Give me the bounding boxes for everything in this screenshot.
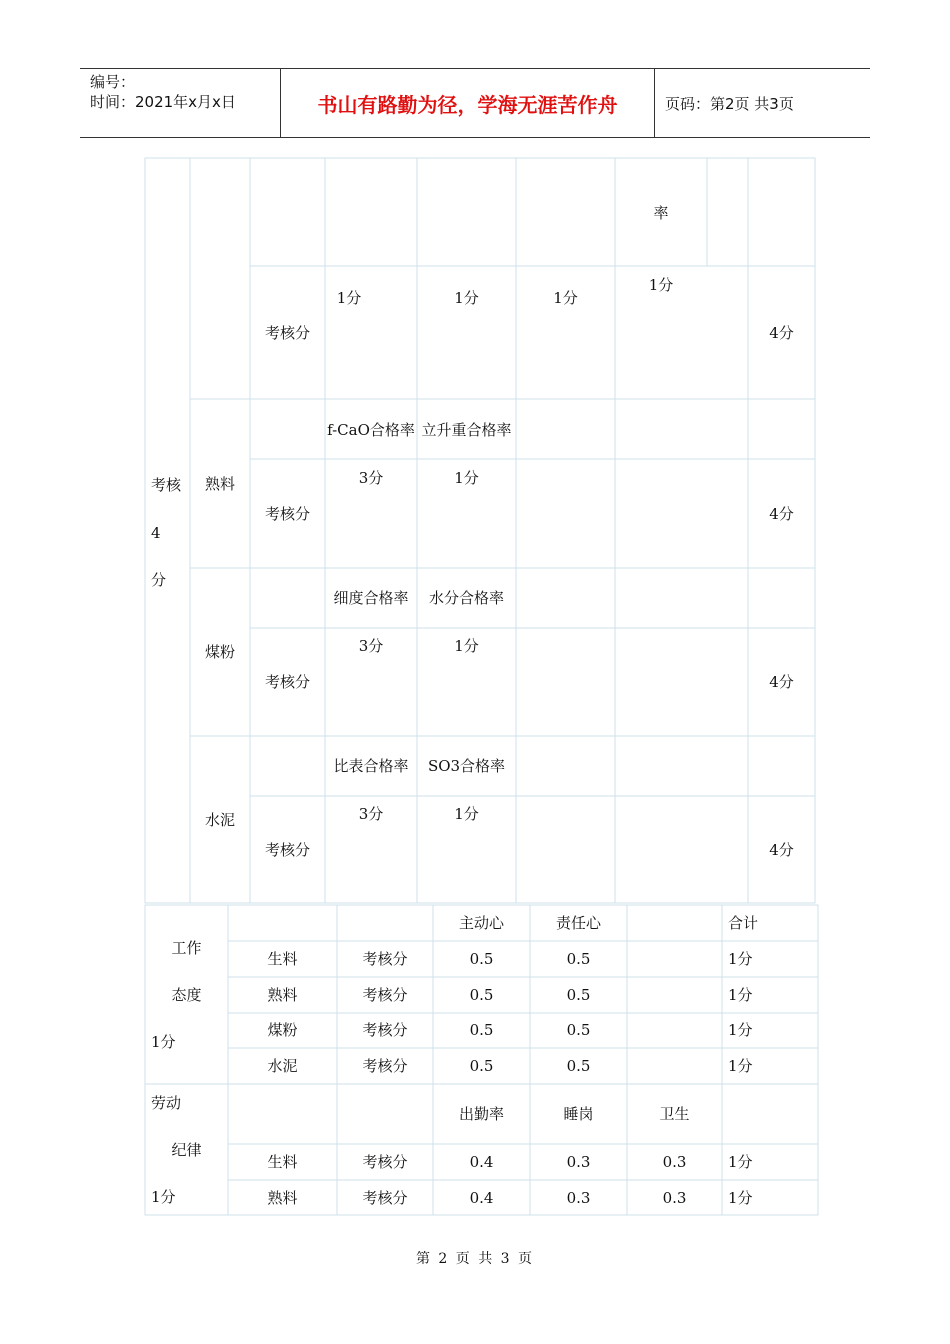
table-cell: 0.5 (566, 950, 591, 968)
score-cell: 1分 (648, 276, 674, 294)
table-cell: 0.3 (662, 1189, 687, 1207)
score-cell: 1分 (553, 289, 578, 307)
discipline-label: 纪律 (171, 1141, 202, 1159)
total-cell: 4分 (769, 324, 794, 342)
table-cell: 0.5 (566, 986, 591, 1004)
table-cell: 0.5 (566, 1021, 591, 1039)
item-cell: 比表合格率 (333, 757, 409, 775)
attitude-label: 1分 (151, 1033, 176, 1051)
column-header: 主动心 (458, 914, 504, 932)
table-cell: 1分 (728, 1057, 753, 1075)
score-label: 考核分 (264, 673, 310, 691)
table-row-name: 水泥 (267, 1057, 298, 1075)
table-row-kind: 考核分 (362, 986, 408, 1004)
column-header: 睡岗 (563, 1105, 594, 1123)
section-name: 熟料 (204, 475, 235, 493)
table-cell: 1分 (728, 1153, 753, 1171)
group-label: 分 (151, 571, 167, 589)
score-cell: 1分 (454, 637, 479, 655)
group-label: 考核 (151, 476, 182, 494)
table-cell: 0.4 (469, 1189, 494, 1207)
number-label: 编号： (90, 73, 136, 91)
item-cell: f-CaO合格率 (327, 421, 415, 439)
table-cell: 1分 (728, 1021, 753, 1039)
rate-cell: 率 (653, 204, 669, 222)
score-cell: 1分 (454, 805, 479, 823)
attitude-label: 态度 (171, 986, 202, 1004)
item-cell: SO3合格率 (427, 757, 506, 775)
table-row-kind: 考核分 (362, 1057, 408, 1075)
table-row-name: 熟料 (267, 1189, 298, 1207)
table-row-name: 熟料 (267, 986, 298, 1004)
score-cell: 1分 (454, 469, 479, 487)
group-label: 4 (151, 524, 161, 542)
table-cell: 1分 (728, 950, 753, 968)
score-label: 考核分 (264, 841, 310, 859)
table-row-kind: 考核分 (362, 1189, 408, 1207)
score-cell: 1分 (454, 289, 479, 307)
table-cell: 0.5 (469, 1057, 494, 1075)
discipline-label: 1分 (151, 1188, 176, 1206)
table-cell: 0.3 (566, 1189, 591, 1207)
time-label: 时间：2021年x月x日 (90, 93, 236, 111)
column-header: 责任心 (555, 914, 601, 932)
score-label: 考核分 (264, 505, 310, 523)
motto: 书山有路勤为径，学海无涯苦作舟 (280, 69, 655, 137)
table-cell: 0.5 (469, 1021, 494, 1039)
column-header: 合计 (728, 914, 759, 932)
table-cell: 0.3 (662, 1153, 687, 1171)
item-cell: 水分合格率 (428, 589, 504, 607)
table-cell: 0.5 (566, 1057, 591, 1075)
total-cell: 4分 (769, 673, 794, 691)
table-cell: 1分 (728, 986, 753, 1004)
total-cell: 4分 (769, 841, 794, 859)
total-cell: 4分 (769, 505, 794, 523)
section-name: 水泥 (204, 811, 235, 829)
score-cell: 1分 (336, 289, 362, 307)
table-cell: 0.4 (469, 1153, 494, 1171)
table-row-name: 生料 (267, 950, 298, 968)
section-name: 煤粉 (204, 643, 235, 661)
table-cell: 0.3 (566, 1153, 591, 1171)
table-row-name: 生料 (267, 1153, 298, 1171)
table-row-kind: 考核分 (362, 950, 408, 968)
score-cell: 3分 (358, 469, 384, 487)
table-row-name: 煤粉 (267, 1021, 298, 1039)
item-cell: 细度合格率 (333, 589, 409, 607)
score-cell: 3分 (358, 805, 384, 823)
page-footer: 第 2 页 共 3 页 (415, 1251, 535, 1267)
table-cell: 1分 (728, 1189, 753, 1207)
page-info: 页码：第2页 共3页 (665, 94, 794, 113)
column-header: 出勤率 (458, 1105, 504, 1123)
table-row-kind: 考核分 (362, 1153, 408, 1171)
item-cell: 立升重合格率 (421, 421, 512, 439)
attitude-label: 工作 (171, 939, 202, 957)
column-header: 卫生 (659, 1105, 690, 1123)
score-cell: 3分 (358, 637, 384, 655)
score-label: 考核分 (264, 324, 310, 342)
table-row-kind: 考核分 (362, 1021, 408, 1039)
discipline-label: 劳动 (151, 1094, 182, 1112)
table-cell: 0.5 (469, 950, 494, 968)
table-cell: 0.5 (469, 986, 494, 1004)
